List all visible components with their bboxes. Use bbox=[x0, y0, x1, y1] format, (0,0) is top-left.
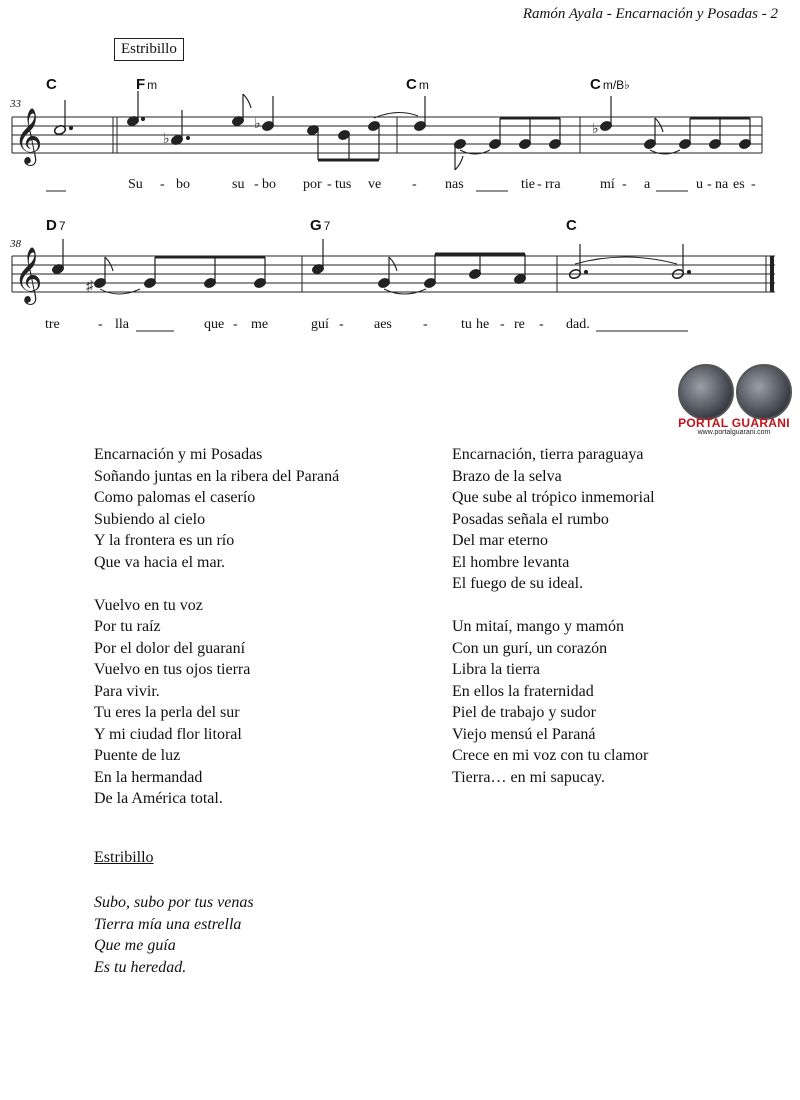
portal-guarani-logo bbox=[678, 364, 790, 438]
lyric-syllable: lla bbox=[115, 317, 129, 332]
lyric-line: Crece en mi voz con tu clamor bbox=[452, 747, 649, 764]
lyric-line: De la América total. bbox=[94, 790, 223, 807]
lyric-line: Posadas señala el rumbo bbox=[452, 510, 609, 528]
lyric-line: Puente de luz bbox=[94, 747, 181, 764]
lyric-line: Con un gurí, un corazón bbox=[452, 639, 608, 657]
chord-symbol: C m bbox=[406, 76, 429, 93]
lyric-syllable: aes bbox=[374, 317, 392, 332]
lyric-line: Encarnación y mi Posadas bbox=[94, 446, 263, 463]
lyric-line: Es tu heredad. bbox=[94, 958, 187, 976]
lyric-line: El hombre levanta bbox=[452, 553, 570, 571]
svg-text:♭: ♭ bbox=[254, 117, 261, 132]
chord-symbol: G 7 bbox=[310, 217, 331, 234]
lyric-line: Que sube al trópico inmemorial bbox=[452, 489, 655, 506]
lyric-line: Subiendo al cielo bbox=[94, 510, 206, 528]
lyric-syllable: es bbox=[733, 177, 745, 192]
lyric-hyphen: - bbox=[339, 317, 344, 332]
lyric-syllable: bo bbox=[176, 177, 190, 192]
lyric-hyphen: - bbox=[233, 317, 238, 332]
lyric-syllable: guí bbox=[311, 317, 329, 332]
seal-icon bbox=[736, 364, 792, 420]
lyric-hyphen: - bbox=[622, 177, 627, 192]
seal-icon bbox=[678, 364, 734, 420]
lyric-line: Soñando juntas en la ribera del Paraná bbox=[94, 467, 340, 485]
chord-symbol: D 7 bbox=[46, 217, 66, 234]
lyric-line: Por tu raíz bbox=[94, 618, 161, 635]
lyric-syllable: Su bbox=[128, 177, 143, 192]
lyric-syllable: su bbox=[232, 177, 245, 192]
lyric-syllable: na bbox=[715, 177, 729, 192]
lyric-hyphen: - bbox=[751, 177, 756, 192]
lyric-syllable: tu bbox=[461, 317, 472, 332]
logo-url: www.portalguarani.com bbox=[697, 429, 771, 436]
lyric-line: Tu eres la perla del sur bbox=[94, 704, 240, 721]
lyric-line: En ellos la fraternidad bbox=[452, 682, 594, 700]
lyrics-right-column bbox=[452, 444, 655, 788]
lyric-line: Tierra mía una estrella bbox=[94, 915, 242, 933]
lyric-syllable: que bbox=[204, 317, 225, 332]
lyric-syllable: por bbox=[303, 177, 322, 192]
lyric-syllable: bo bbox=[262, 177, 276, 192]
lyric-line: Que va hacia el mar. bbox=[94, 553, 226, 571]
notes-system-2 bbox=[51, 239, 690, 294]
logo-brand: PORTAL GUARANI bbox=[678, 416, 790, 430]
lyric-line: Vuelvo en tus ojos tierra bbox=[94, 661, 251, 678]
chord-symbol: C bbox=[46, 76, 57, 93]
lyric-line: Como palomas el caserío bbox=[94, 489, 256, 506]
lyric-line: Viejo mensú el Paraná bbox=[452, 725, 596, 743]
lyric-line: Y la frontera es un río bbox=[94, 532, 235, 549]
music-score bbox=[0, 0, 800, 360]
lyric-syllable: me bbox=[251, 317, 269, 332]
lyric-syllable: re bbox=[514, 317, 525, 332]
lyric-syllable: tre bbox=[45, 317, 60, 332]
lyric-line: Del mar eterno bbox=[452, 532, 548, 549]
lyric-syllable: dad. bbox=[566, 317, 590, 332]
lyric-line: Subo, subo por tus venas bbox=[94, 894, 254, 911]
lyric-syllable: a bbox=[644, 177, 651, 192]
lyric-hyphen: - bbox=[412, 177, 417, 192]
lyric-line: Para vivir. bbox=[94, 682, 160, 700]
measure-number: 38 bbox=[10, 238, 21, 250]
lyric-hyphen: - bbox=[500, 317, 505, 332]
measure-number: 33 bbox=[10, 98, 21, 110]
lyrics-left-column bbox=[94, 444, 339, 810]
lyric-hyphen: - bbox=[160, 177, 165, 192]
lyric-syllable: tus bbox=[335, 177, 352, 192]
lyric-line: Piel de trabajo y sudor bbox=[452, 704, 596, 721]
staff-system-2 bbox=[12, 256, 775, 292]
lyric-line: El fuego de su ideal. bbox=[452, 575, 584, 592]
svg-text:♭: ♭ bbox=[163, 132, 170, 147]
lyric-hyphen: - bbox=[254, 177, 259, 192]
lyric-syllable: he bbox=[476, 317, 490, 332]
lyric-line: Libra la tierra bbox=[452, 661, 540, 678]
lyric-line: Y mi ciudad flor litoral bbox=[94, 725, 242, 743]
lyric-line: Brazo de la selva bbox=[452, 467, 562, 485]
lyric-syllable: nas bbox=[445, 177, 464, 192]
svg-text:♯: ♯ bbox=[86, 279, 93, 294]
lyric-line: Encarnación, tierra paraguaya bbox=[452, 446, 644, 463]
stanza-gap bbox=[94, 573, 339, 595]
lyric-hyphen: - bbox=[707, 177, 712, 192]
rehearsal-mark: Estribillo bbox=[114, 38, 184, 61]
lyric-line: Vuelvo en tu voz bbox=[94, 596, 203, 614]
lyric-syllable: u bbox=[696, 177, 703, 192]
lyric-hyphen: - bbox=[98, 317, 103, 332]
lyric-hyphen: - bbox=[423, 317, 428, 332]
lyric-hyphen: - bbox=[537, 177, 542, 192]
chorus-text bbox=[94, 892, 254, 978]
page-header: Ramón Ayala - Encarnación y Posadas - 2 bbox=[522, 6, 778, 22]
notes-system-1 bbox=[53, 91, 751, 170]
lyric-syllable: ve bbox=[368, 177, 382, 192]
chord-symbol: C m/B♭ bbox=[590, 76, 630, 93]
lyric-syllable: tie bbox=[521, 177, 535, 192]
chord-symbol: F m bbox=[136, 76, 158, 93]
melisma-lines bbox=[46, 191, 688, 331]
treble-clef-icon: 𝄞 bbox=[14, 108, 43, 164]
stanza-gap bbox=[452, 595, 655, 617]
lyric-hyphen: - bbox=[327, 177, 332, 192]
lyric-line: Por el dolor del guaraní bbox=[94, 639, 246, 657]
chord-symbol: C bbox=[566, 217, 577, 234]
lyric-line: Un mitaí, mango y mamón bbox=[452, 618, 624, 635]
lyric-syllable: mí bbox=[600, 177, 615, 192]
lyric-line: En la hermandad bbox=[94, 768, 203, 786]
svg-text:♭: ♭ bbox=[592, 122, 599, 137]
lyric-hyphen: - bbox=[539, 317, 544, 332]
estribillo-heading: Estribillo bbox=[94, 849, 154, 866]
lyric-syllable: rra bbox=[545, 177, 561, 192]
lyric-line: Que me guía bbox=[94, 937, 176, 954]
lyric-line: Tierra… en mi sapucay. bbox=[452, 768, 605, 786]
treble-clef-icon: 𝄞 bbox=[14, 247, 43, 303]
